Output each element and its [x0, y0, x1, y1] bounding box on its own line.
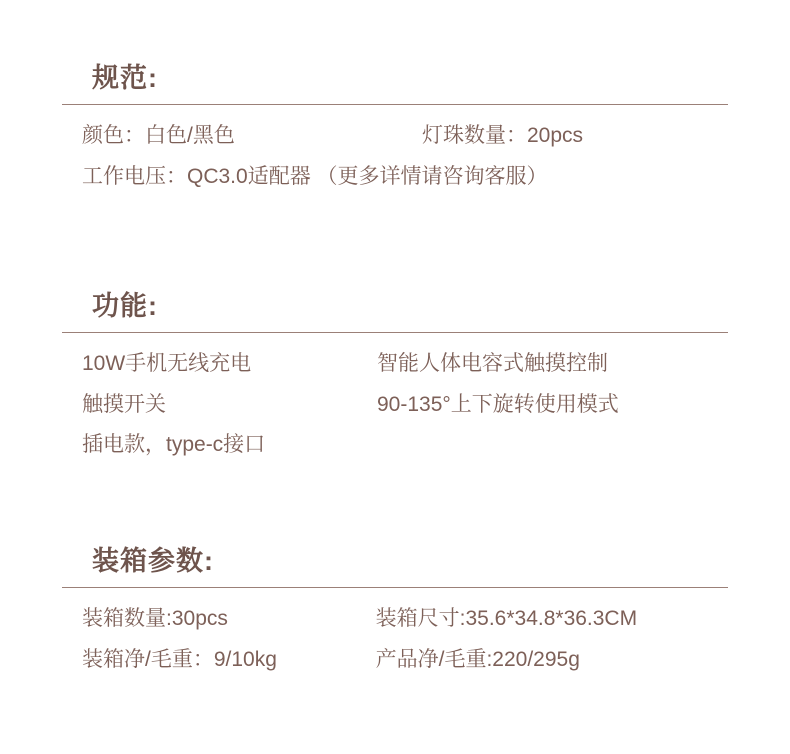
table-row	[82, 121, 728, 151]
table-row	[82, 604, 728, 634]
section-divider-packing	[62, 587, 728, 588]
function-rotation-mode: 90-135°上下旋转使用模式	[377, 392, 619, 416]
table-row	[82, 390, 728, 420]
spec-led-count-value: 灯珠数量：20pcs	[422, 124, 584, 148]
packing-quantity-value: 装箱数量:30pcs	[82, 607, 228, 631]
table-row	[82, 162, 728, 192]
section-divider-specifications	[62, 104, 728, 105]
section-specifications	[62, 62, 728, 202]
section-divider-functions	[62, 332, 728, 333]
table-row	[82, 349, 728, 379]
packing-size-value: 装箱尺寸:35.6*34.8*36.3CM	[375, 607, 638, 631]
table-row	[82, 645, 728, 675]
spec-voltage-value: 工作电压：QC3.0适配器 （更多详情请咨询客服）	[82, 164, 548, 188]
spec-color-value: 颜色：白色/黑色	[82, 124, 235, 148]
product-weight-value: 产品净/毛重:220/295g	[375, 647, 580, 671]
section-functions	[62, 290, 728, 471]
packing-rows	[62, 604, 728, 675]
function-touch-switch: 触摸开关	[82, 392, 166, 416]
section-packing-parameters	[62, 545, 728, 685]
table-row	[82, 430, 728, 460]
function-plug-in-typec: 插电款，type-c接口	[82, 433, 266, 457]
packing-weight-value: 装箱净/毛重：9/10kg	[82, 647, 277, 671]
specifications-rows	[62, 121, 728, 192]
section-title-functions: 功能:	[92, 291, 158, 321]
function-wireless-charging: 10W手机无线充电	[82, 352, 252, 376]
function-touch-control: 智能人体电容式触摸控制	[377, 352, 608, 376]
section-title-specifications: 规范:	[92, 63, 158, 93]
section-title-packing: 装箱参数:	[92, 546, 214, 576]
functions-rows	[62, 349, 728, 460]
